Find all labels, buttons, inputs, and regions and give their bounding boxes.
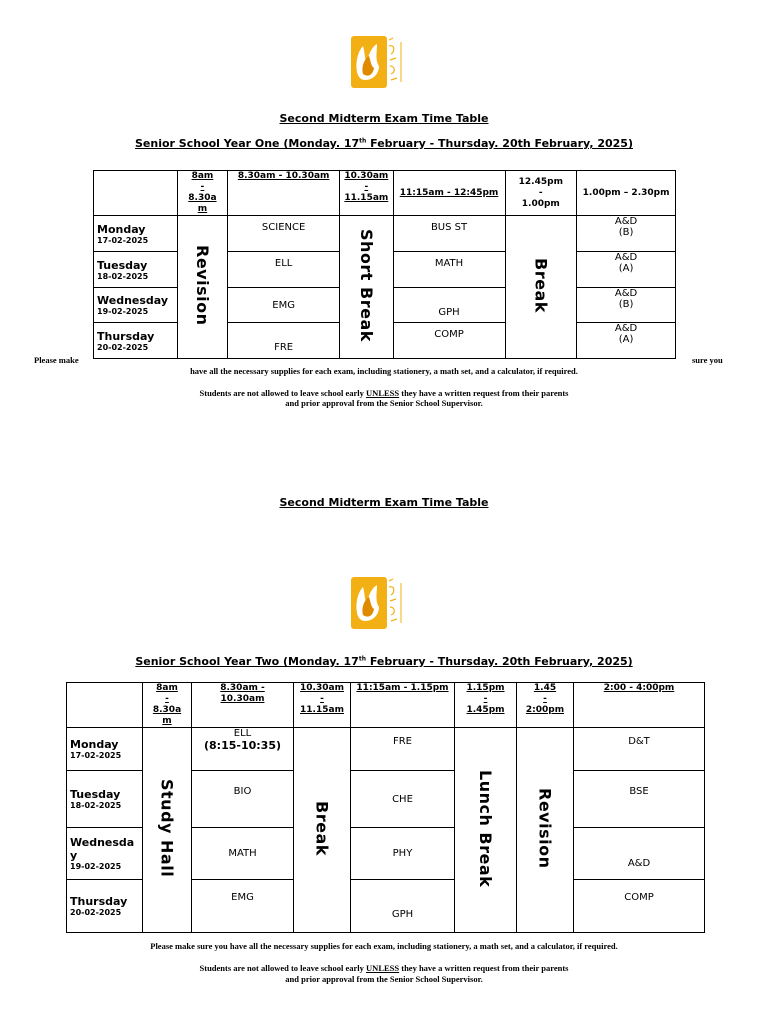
day-cell: Thursday 20-02-2025 xyxy=(67,880,143,933)
header-blank xyxy=(94,171,178,216)
leave-note-1-line2: and prior approval from the Senior School Supervisor. xyxy=(285,398,483,408)
subject-cell: A&D xyxy=(574,828,705,880)
doc-title-1: Second Midterm Exam Time Table xyxy=(279,112,489,125)
revision-span: Revision xyxy=(177,216,227,359)
subtitle-year-one: Senior School Year One (Monday. 17th February - Thursday. 20th February, 2025) xyxy=(135,137,633,150)
header-slot-1: 8am - 8.30a m xyxy=(143,683,192,728)
subject-cell: COMP xyxy=(393,323,505,359)
header-row xyxy=(94,171,676,216)
school-logo xyxy=(349,32,419,92)
header-slot-4: 11:15am - 1.15pm xyxy=(351,683,455,728)
subject-cell: A&D (A) xyxy=(577,323,676,359)
header-slot-5: 1.15pm - 1.45pm xyxy=(455,683,517,728)
subject-cell: COMP xyxy=(574,880,705,933)
table-row xyxy=(94,216,676,252)
subject-cell: PHY xyxy=(351,828,455,880)
subject-cell: EMG xyxy=(228,288,340,323)
leave-note-2: Students are not allowed to leave school early UNLESS they have a written request from their parents xyxy=(199,963,569,973)
leave-note-1: Students are not allowed to leave school early UNLESS they have a written request from their parents xyxy=(199,388,569,398)
header-blank xyxy=(67,683,143,728)
lunch-break-span: Lunch Break xyxy=(455,728,517,933)
day-cell: Wednesday 19-02-2025 xyxy=(94,288,178,323)
revision-span: Revision xyxy=(517,728,574,933)
header-slot-7: 2:00 - 4:00pm xyxy=(574,683,705,728)
subject-cell: D&T xyxy=(574,728,705,771)
subject-cell: GPH xyxy=(393,288,505,323)
day-cell: Thursday 20-02-2025 xyxy=(94,323,178,359)
subject-cell: MATH xyxy=(393,252,505,288)
subject-cell: BIO xyxy=(192,771,294,828)
short-break-span: Short Break xyxy=(340,216,393,359)
break-span: Break xyxy=(505,216,577,359)
day-cell: Wednesda y 19-02-2025 xyxy=(67,828,143,880)
school-logo xyxy=(349,573,419,633)
subject-cell: MATH xyxy=(192,828,294,880)
subtitle-year-two: Senior School Year Two (Monday. 17th February - Thursday. 20th February, 2025) xyxy=(135,655,633,668)
header-slot-6: 1.00pm – 2.30pm xyxy=(577,171,676,216)
leave-note-2-line2: and prior approval from the Senior School Supervisor. xyxy=(285,974,483,984)
timetable-year-two xyxy=(66,682,705,933)
subject-cell: BSE xyxy=(574,771,705,828)
header-slot-2: 8.30am - 10.30am xyxy=(192,683,294,728)
supplies-note-2: Please make sure you have all the necessary supplies for each exam, including stationery, a math set, and a calculator, if required. xyxy=(150,941,618,951)
note-left-fragment: Please make xyxy=(34,355,79,365)
study-hall-span: Study Hall xyxy=(143,728,192,933)
header-slot-6: 1.45 - 2:00pm xyxy=(517,683,574,728)
header-slot-5: 12.45pm - 1.00pm xyxy=(505,171,577,216)
subject-cell: FRE xyxy=(351,728,455,771)
header-slot-3: 10.30am - 11.15am xyxy=(294,683,351,728)
break-span: Break xyxy=(294,728,351,933)
supplies-note-1: have all the necessary supplies for each exam, including stationery, a math set, and a calculator, if required. xyxy=(190,366,578,376)
header-slot-2: 8.30am - 10.30am xyxy=(228,171,340,216)
subject-cell: GPH xyxy=(351,880,455,933)
subject-cell: ELL xyxy=(228,252,340,288)
day-cell: Tuesday 18-02-2025 xyxy=(67,771,143,828)
doc-title-2: Second Midterm Exam Time Table xyxy=(279,496,489,509)
day-cell: Tuesday 18-02-2025 xyxy=(94,252,178,288)
header-slot-3: 10.30am - 11.15am xyxy=(340,171,393,216)
subject-cell: ELL (8:15-10:35) xyxy=(192,728,294,771)
header-row xyxy=(67,683,705,728)
subject-cell: BUS ST xyxy=(393,216,505,252)
table-row xyxy=(67,728,705,771)
subject-cell: EMG xyxy=(192,880,294,933)
note-right-fragment: sure you xyxy=(692,355,723,365)
timetable-year-one xyxy=(93,170,676,359)
subject-cell: A&D (A) xyxy=(577,252,676,288)
header-slot-4: 11:15am - 12:45pm xyxy=(393,171,505,216)
day-cell: Monday 17-02-2025 xyxy=(94,216,178,252)
header-slot-1: 8am - 8.30a m xyxy=(177,171,227,216)
day-cell: Monday 17-02-2025 xyxy=(67,728,143,771)
subject-cell: SCIENCE xyxy=(228,216,340,252)
subject-cell: FRE xyxy=(228,323,340,359)
subject-cell: CHE xyxy=(351,771,455,828)
subject-cell: A&D (B) xyxy=(577,216,676,252)
subject-cell: A&D (B) xyxy=(577,288,676,323)
